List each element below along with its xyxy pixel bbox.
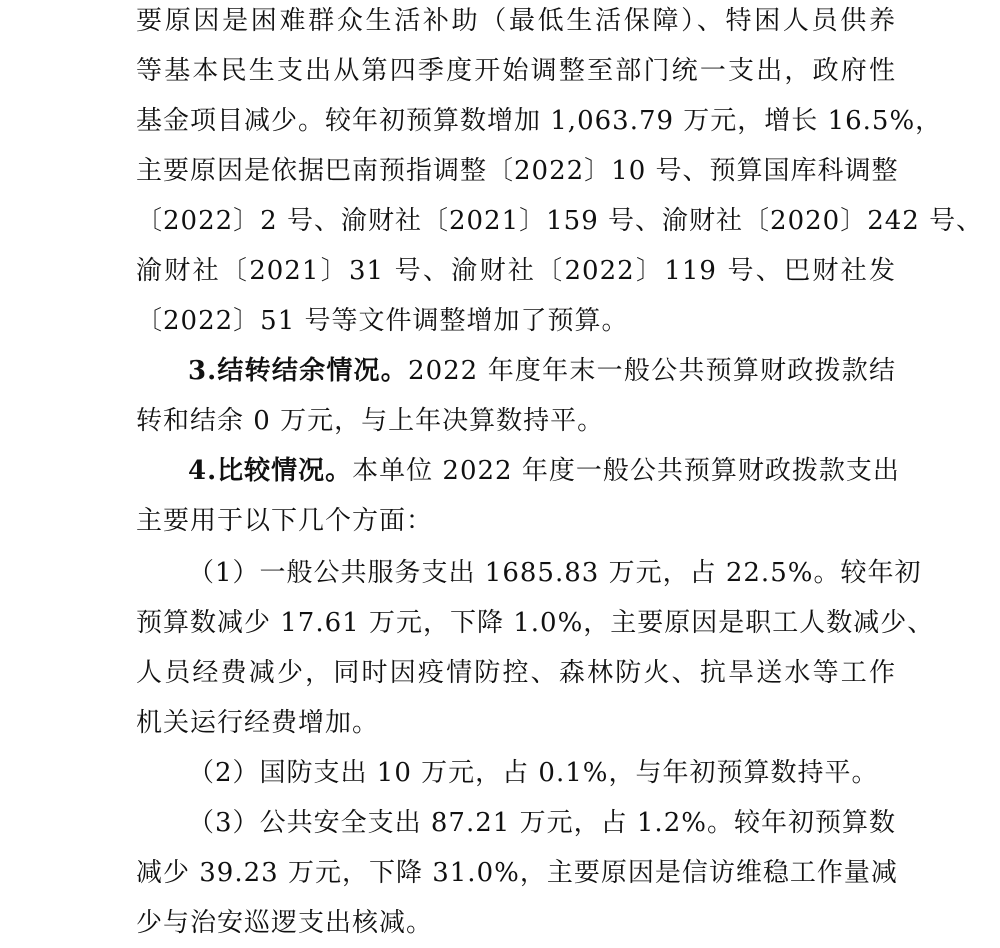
- paragraph-line: 〔2022〕2 号、渝财社〔2021〕159 号、渝财社〔2020〕242 号、: [136, 206, 984, 236]
- paragraph-line: 基金项目减少。较年初预算数增加 1,063.79 万元，增长 16.5%，: [136, 106, 943, 136]
- paragraph-line: 等基本民生支出从第四季度开始调整至部门统一支出，政府性: [136, 56, 896, 86]
- paragraph-line: 少与治安巡逻支出核减。: [136, 908, 434, 938]
- paragraph-line: 减少 39.23 万元，下降 31.0%，主要原因是信访维稳工作量减: [136, 858, 898, 888]
- section-text: 2022 年度年末一般公共预算财政拨款结: [408, 356, 896, 386]
- paragraph-line: 预算数减少 17.61 万元，下降 1.0%，主要原因是职工人数减少、: [136, 608, 935, 638]
- list-item-line: （3）公共安全支出 87.21 万元，占 1.2%。较年初预算数: [188, 808, 896, 838]
- list-item-line: （2）国防支出 10 万元，占 0.1%，与年初预算数持平。: [188, 758, 879, 788]
- list-item-line: （1）一般公共服务支出 1685.83 万元，占 22.5%。较年初: [188, 558, 922, 588]
- section-text: 本单位 2022 年度一般公共预算财政拨款支出: [352, 456, 900, 486]
- section-heading: 4.比较情况。: [188, 456, 353, 486]
- section-heading-line: [188, 446, 900, 496]
- section-heading-line: [188, 346, 896, 396]
- paragraph-line: 人员经费减少，同时因疫情防控、森林防火、抗旱送水等工作: [136, 658, 896, 688]
- paragraph-line: 主要用于以下几个方面：: [136, 506, 434, 536]
- section-heading: 3.结转结余情况。: [188, 356, 409, 386]
- paragraph-line: 转和结余 0 万元，与上年决算数持平。: [136, 406, 605, 436]
- paragraph-line: 机关运行经费增加。: [136, 708, 380, 738]
- paragraph-line: 〔2022〕51 号等文件调整增加了预算。: [136, 306, 629, 336]
- paragraph-line: 渝财社〔2021〕31 号、渝财社〔2022〕119 号、巴财社发: [136, 256, 896, 286]
- paragraph-line: 要原因是困难群众生活补助（最低生活保障）、特困人员供养: [136, 6, 896, 36]
- paragraph-line: 主要原因是依据巴南预指调整〔2022〕10 号、预算国库科调整: [136, 156, 899, 186]
